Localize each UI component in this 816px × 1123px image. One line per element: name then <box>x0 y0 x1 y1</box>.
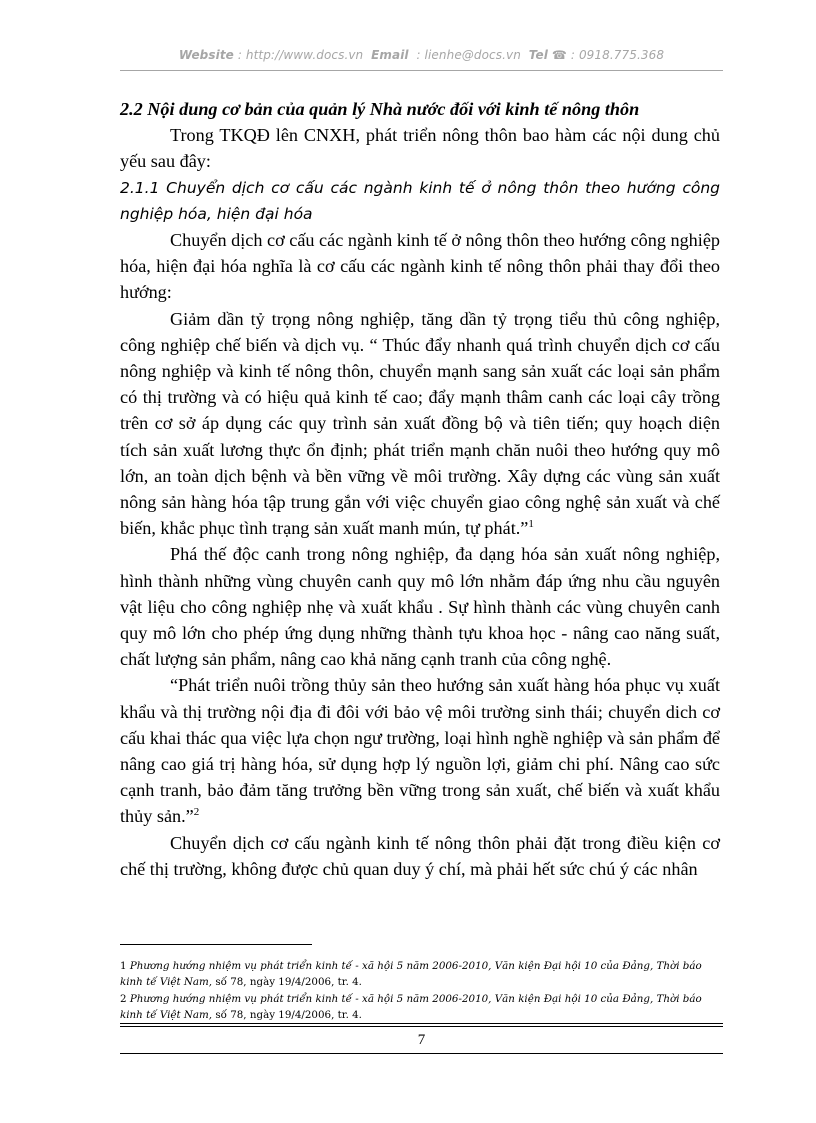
footnote-2-number: 2 <box>120 993 127 1005</box>
section-heading: 2.2 Nội dung cơ bản của quản lý Nhà nước đối với kinh tế nông thôn <box>120 99 640 119</box>
footnote-ref-2[interactable]: 2 <box>193 806 200 819</box>
paragraph-2 <box>120 306 720 542</box>
subsection-heading: 2.1.1 Chuyển dịch cơ cấu các ngành kinh tế ở nông thôn theo hướng công nghiệp hóa, hiện đại hóa <box>120 178 720 223</box>
paragraph-5: Chuyển dịch cơ cấu ngành kinh tế nông thôn phải đặt trong điều kiện cơ chế thị trường, không được chủ quan duy ý chí, mà phải hết sức chú ý các nhân <box>120 832 720 879</box>
footnotes <box>120 958 720 1024</box>
paragraph-3: Phá thế độc canh trong nông nghiệp, đa dạng hóa sản xuất nông nghiệp, hình thành những vùng chuyên canh quy mô lớn nhằm đáp ứng nhu cầu nguyên vật liệu cho công nghiệp nhẹ và xuất khẩu . Sự hình thành các vùng chuyên canh quy mô lớn cho phép ứng dụng những thành tựu khoa học - nâng cao năng suất, chất lượng sản phẩm, nâng cao khả năng cạnh tranh của công nghệ. <box>120 544 720 670</box>
paragraph-1: Chuyển dịch cơ cấu các ngành kinh tế ở nông thôn theo hướng công nghiệp hóa, hiện đại hóa nghĩa là cơ cấu các ngành kinh tế nông thôn phải thay đổi theo hướng: <box>120 230 720 303</box>
intro-paragraph: Trong TKQĐ lên CNXH, phát triển nông thôn bao hàm các nội dung chủ yếu sau đây: <box>120 125 720 172</box>
footer-divider-bottom <box>120 1053 723 1054</box>
email-label: Email <box>371 48 409 62</box>
website-url[interactable]: : http://www.docs.vn <box>237 48 364 62</box>
page-body <box>120 96 720 882</box>
tel-label: Tel <box>528 48 548 62</box>
header-divider <box>120 70 723 71</box>
footnote-2-details: số 78, ngày 19/4/2006, tr. 4. <box>212 1009 362 1021</box>
phone-icon: ☎ <box>551 48 567 62</box>
footnote-1-source: Phương hướng nhiệm vụ phát triển kinh tế - xã hội 5 năm 2006-2010, Văn kiện Đại hội 10 của Đảng, Thời báo kinh tế Việt Nam, <box>120 960 702 988</box>
footnote-1-number: 1 <box>120 960 127 972</box>
footnote-2-source: Phương hướng nhiệm vụ phát triển kinh tế - xã hội 5 năm 2006-2010, Văn kiện Đại hội 10 của Đảng, Thời báo kinh tế Việt Nam, <box>120 993 702 1021</box>
page-header <box>120 48 723 62</box>
paragraph-4-text: “Phát triển nuôi trồng thủy sản theo hướng sản xuất hàng hóa phục vụ xuất khẩu và thị trường nội địa đi đôi với bảo vệ môi trường sinh thái; chuyển dich cơ cấu khai thác qua việc lựa chọn ngư trường, loại hình nghề nghiệp và sản phẩm để nâng cao giá trị hàng hóa, sử dụng hợp lý nguồn lợi, giảm chi phí. Nâng cao sức cạnh tranh, bảo đảm tăng trưởng bền vững trong sản xuất, chế biến và xuất khẩu thủy sản.” <box>120 675 720 827</box>
footnote-1-details: số 78, ngày 19/4/2006, tr. 4. <box>212 976 362 988</box>
page-number: 7 <box>417 1032 426 1048</box>
footnote-2 <box>120 991 720 1023</box>
paragraph-2-text: Giảm dần tỷ trọng nông nghiệp, tăng dần tỷ trọng tiểu thủ công nghiệp, công nghiệp chế biến và dịch vụ. “ Thúc đẩy nhanh quá trình chuyển dịch cơ cấu nông nghiệp và kinh tế nông thôn, chuyển mạnh sang sản xuất các loại sản phẩm có thị trường và có hiệu quả kinh tế cao; đẩy mạnh thâm canh các loại cây trồng trên cơ sở áp dụng các quy trình sản xuất đồng bộ và tiên tiến; quy hoạch diện tích sản xuất lương thực ổn định; phát triển mạnh chăn nuôi theo hướng quy mô lớn, an toàn dịch bệnh và bền vững về môi trường. Xây dựng các vùng sản xuất nông sản hàng hóa tập trung gắn với việc chuyển giao công nghệ sản xuất và chế biến, khắc phục tình trạng sản xuất manh mún, tự phát.” <box>120 308 720 539</box>
tel-number: : 0918.775.368 <box>570 48 665 62</box>
footnote-divider <box>120 944 312 945</box>
footer-divider-double <box>120 1026 723 1027</box>
email-address[interactable]: : lienhe@docs.vn <box>416 48 521 62</box>
footnote-ref-1[interactable]: 1 <box>528 518 534 531</box>
website-label: Website <box>178 48 234 62</box>
footnote-1 <box>120 958 720 990</box>
footer-divider-top <box>120 1023 723 1024</box>
paragraph-4 <box>120 672 720 829</box>
